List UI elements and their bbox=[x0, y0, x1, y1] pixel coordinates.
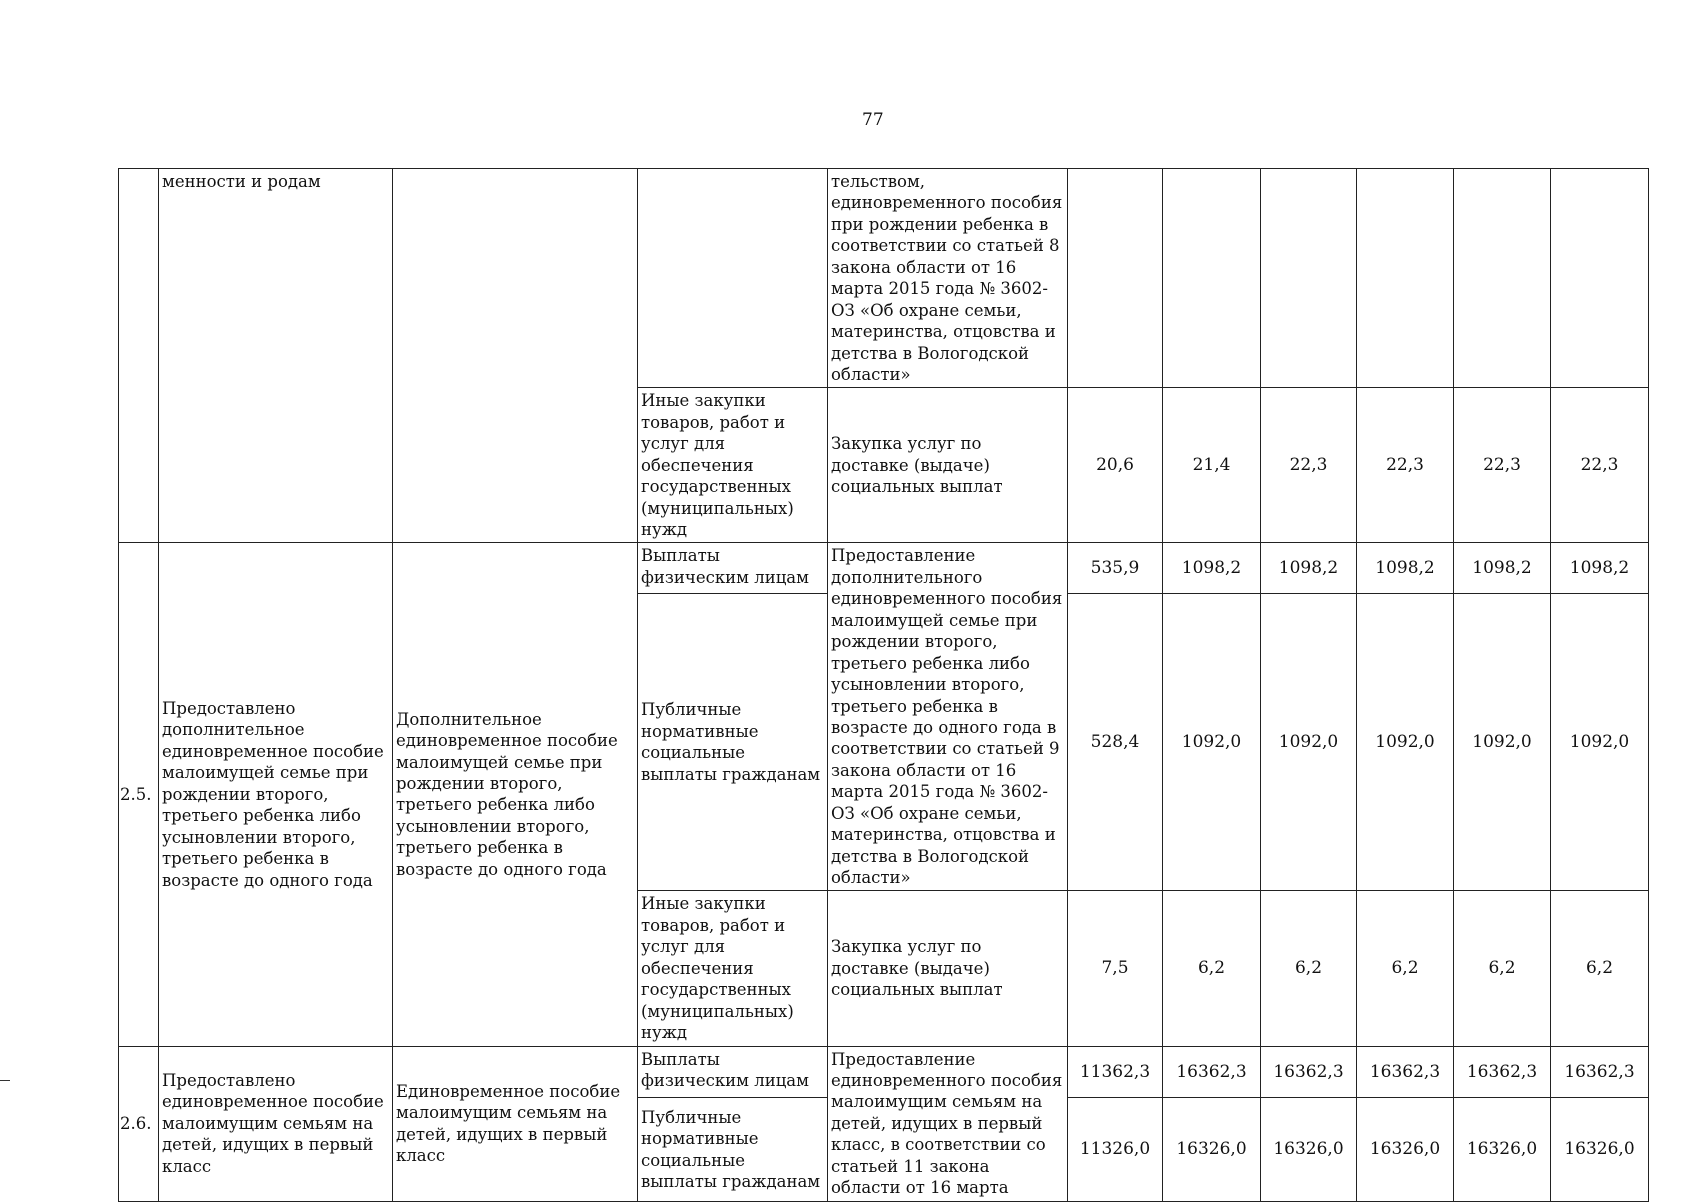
result-cell: Предоставлено единовременное пособие малоимущим семьям на детей, идущих в первый класс bbox=[159, 1046, 393, 1201]
result-cell: Предоставлено дополнительное единовременное пособие малоимущей семье при рождении второго, третьего ребенка либо усыновлении второго, третьего ребенка в возрасте до одного года bbox=[159, 543, 393, 1046]
value-cell: 22,3 bbox=[1454, 388, 1551, 543]
value-cell: 1092,0 bbox=[1163, 594, 1261, 891]
expense-type-cell: Публичные нормативные социальные выплаты гражданам bbox=[638, 1098, 828, 1201]
measure-cell: Единовременное пособие малоимущим семьям на детей, идущих в первый класс bbox=[393, 1046, 638, 1201]
value-cell: 1098,2 bbox=[1261, 543, 1357, 594]
value-cell: 16326,0 bbox=[1454, 1098, 1551, 1201]
value-cell: 16362,3 bbox=[1163, 1046, 1261, 1098]
expense-type-cell: Иные закупки товаров, работ и услуг для обеспечения государственных (муниципальных) нужд bbox=[638, 388, 828, 543]
item-number-cell: 2.6. bbox=[119, 1046, 159, 1201]
value-cell: 16362,3 bbox=[1551, 1046, 1649, 1098]
value-cell: 16362,3 bbox=[1357, 1046, 1454, 1098]
value-cell: 6,2 bbox=[1163, 891, 1261, 1046]
budget-table bbox=[118, 168, 1649, 1202]
value-cell: 20,6 bbox=[1068, 388, 1163, 543]
result-cell: менности и родам bbox=[159, 169, 393, 543]
value-cell bbox=[1357, 169, 1454, 388]
margin-mark bbox=[0, 1080, 10, 1081]
expense-type-cell: Иные закупки товаров, работ и услуг для обеспечения государственных (муниципальных) нужд bbox=[638, 891, 828, 1046]
table-row bbox=[119, 1046, 1649, 1098]
measure-cell bbox=[393, 169, 638, 543]
expense-type-cell bbox=[638, 169, 828, 388]
value-cell: 16362,3 bbox=[1261, 1046, 1357, 1098]
value-cell: 1092,0 bbox=[1454, 594, 1551, 891]
value-cell bbox=[1551, 169, 1649, 388]
value-cell: 11326,0 bbox=[1068, 1098, 1163, 1201]
value-cell: 1098,2 bbox=[1454, 543, 1551, 594]
value-cell bbox=[1454, 169, 1551, 388]
value-cell bbox=[1261, 169, 1357, 388]
value-cell: 1098,2 bbox=[1163, 543, 1261, 594]
value-cell: 16326,0 bbox=[1163, 1098, 1261, 1201]
item-number-cell: 2.5. bbox=[119, 543, 159, 1046]
value-cell: 22,3 bbox=[1357, 388, 1454, 543]
value-cell: 528,4 bbox=[1068, 594, 1163, 891]
value-cell: 22,3 bbox=[1261, 388, 1357, 543]
table-row bbox=[119, 543, 1649, 594]
value-cell: 16326,0 bbox=[1357, 1098, 1454, 1201]
direction-cell: тельством, единовременного пособия при рождении ребенка в соответствии со статьей 8 закона области от 16 марта 2015 года № 3602-ОЗ «Об охране семьи, материнства, отцовства и детства в Вологодской области» bbox=[828, 169, 1068, 388]
table-row bbox=[119, 169, 1649, 388]
value-cell: 1098,2 bbox=[1551, 543, 1649, 594]
direction-cell: Закупка услуг по доставке (выдаче) социальных выплат bbox=[828, 388, 1068, 543]
value-cell: 6,2 bbox=[1261, 891, 1357, 1046]
value-cell: 16326,0 bbox=[1261, 1098, 1357, 1201]
value-cell: 535,9 bbox=[1068, 543, 1163, 594]
value-cell: 1092,0 bbox=[1551, 594, 1649, 891]
direction-cell: Предоставление дополнительного единовременного пособия малоимущей семье при рождении второго, третьего ребенка либо усыновлении второго, третьего ребенка в возрасте до одного года в соответствии со статьей 9 закона области от 16 марта 2015 года № 3602-ОЗ «Об охране семьи, материнства, отцовства и детства в Вологодской области» bbox=[828, 543, 1068, 891]
value-cell: 11362,3 bbox=[1068, 1046, 1163, 1098]
value-cell: 7,5 bbox=[1068, 891, 1163, 1046]
value-cell bbox=[1163, 169, 1261, 388]
value-cell: 1098,2 bbox=[1357, 543, 1454, 594]
expense-type-cell: Выплаты физическим лицам bbox=[638, 543, 828, 594]
value-cell: 16362,3 bbox=[1454, 1046, 1551, 1098]
value-cell: 6,2 bbox=[1551, 891, 1649, 1046]
expense-type-cell: Публичные нормативные социальные выплаты гражданам bbox=[638, 594, 828, 891]
value-cell: 1092,0 bbox=[1357, 594, 1454, 891]
direction-cell: Предоставление единовременного пособия малоимущим семьям на детей, идущих в первый класс, в соответствии со статьей 11 закона области от 16 марта bbox=[828, 1046, 1068, 1201]
value-cell: 16326,0 bbox=[1551, 1098, 1649, 1201]
page-number: 77 bbox=[862, 110, 884, 130]
direction-cell: Закупка услуг по доставке (выдаче) социальных выплат bbox=[828, 891, 1068, 1046]
value-cell: 21,4 bbox=[1163, 388, 1261, 543]
value-cell: 22,3 bbox=[1551, 388, 1649, 543]
measure-cell: Дополнительное единовременное пособие малоимущей семье при рождении второго, третьего ребенка либо усыновлении второго, третьего ребенка в возрасте до одного года bbox=[393, 543, 638, 1046]
value-cell: 6,2 bbox=[1357, 891, 1454, 1046]
value-cell: 6,2 bbox=[1454, 891, 1551, 1046]
expense-type-cell: Выплаты физическим лицам bbox=[638, 1046, 828, 1098]
value-cell bbox=[1068, 169, 1163, 388]
item-number-cell bbox=[119, 169, 159, 543]
value-cell: 1092,0 bbox=[1261, 594, 1357, 891]
